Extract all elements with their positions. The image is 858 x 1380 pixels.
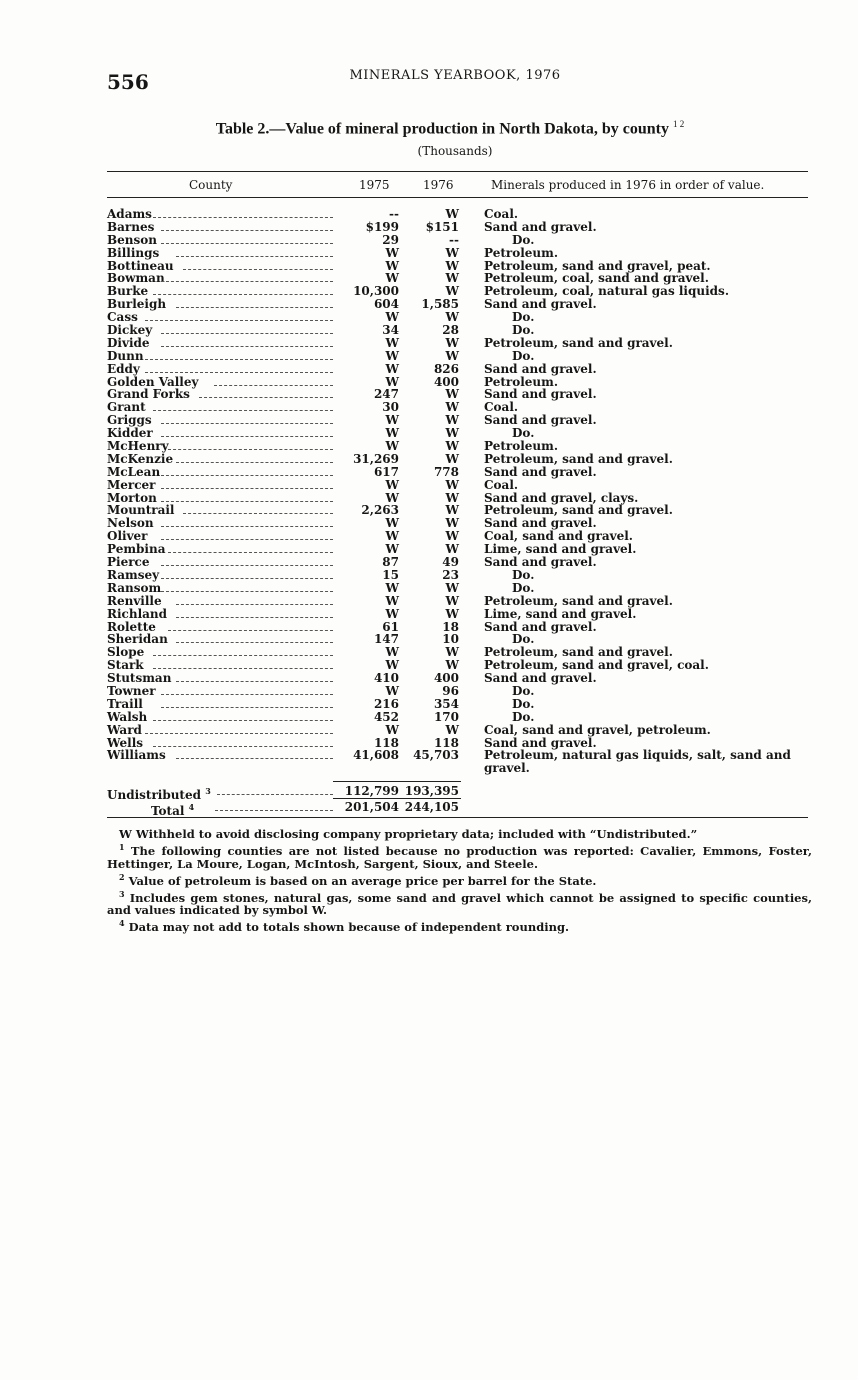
table-row xyxy=(107,504,817,517)
value-1976: W xyxy=(445,348,459,363)
header-1976: 1976 xyxy=(423,178,454,192)
footnote-text: W Withheld to avoid disclosing company proprietary data; included with “Undistributed.” xyxy=(119,827,698,841)
table-row xyxy=(107,466,817,479)
county-name: Wells xyxy=(107,735,144,750)
leader-dots xyxy=(214,385,333,386)
county-name: Ward xyxy=(107,722,142,737)
minerals-produced: Petroleum, sand and gravel. xyxy=(484,451,673,466)
table-row xyxy=(107,595,817,608)
value-1976: 400 xyxy=(433,671,459,686)
value-1975: 604 xyxy=(373,297,399,312)
table-row xyxy=(107,633,817,646)
leader-dots xyxy=(161,488,333,489)
value-1976: 23 xyxy=(442,567,459,582)
leader-dots xyxy=(176,462,333,463)
minerals-produced: Petroleum, sand and gravel. xyxy=(484,593,673,608)
county-name: Stutsman xyxy=(107,671,172,686)
value-1975: 87 xyxy=(382,555,399,570)
leader-dots xyxy=(176,307,333,308)
county-name: McLean xyxy=(107,464,161,479)
leader-dots xyxy=(176,642,333,643)
value-1975: 15 xyxy=(382,567,399,582)
county-name: Morton xyxy=(107,490,157,505)
table-row xyxy=(107,363,817,376)
leader-dots xyxy=(161,565,333,566)
value-1975: W xyxy=(385,477,399,492)
footnote xyxy=(107,871,812,888)
value-1975: W xyxy=(385,374,399,389)
value-1975: W xyxy=(385,271,399,286)
value-1976: 18 xyxy=(442,619,459,634)
leader-dots xyxy=(176,256,333,257)
leader-dots xyxy=(199,397,333,398)
minerals-produced: Petroleum, sand and gravel. xyxy=(484,503,673,518)
table-row xyxy=(107,724,817,737)
county-name: Barnes xyxy=(107,219,155,234)
minerals-produced: Do. xyxy=(512,709,535,724)
minerals-produced: Petroleum, sand and gravel, peat. xyxy=(484,258,711,273)
minerals-produced: Coal, sand and gravel, petroleum. xyxy=(484,722,711,737)
table-row xyxy=(107,208,817,221)
footnotes xyxy=(107,828,812,934)
value-1976: W xyxy=(445,490,459,505)
leader-dots xyxy=(161,230,333,231)
value-1976: 354 xyxy=(433,696,459,711)
value-1976: W xyxy=(445,387,459,402)
leader-dots xyxy=(215,810,333,811)
county-name: Renville xyxy=(107,593,162,608)
table-row xyxy=(107,711,817,724)
county-name: McHenry xyxy=(107,439,169,454)
county-name: Grand Forks xyxy=(107,387,190,402)
county-name: Williams xyxy=(107,748,166,763)
leader-dots xyxy=(145,733,333,734)
minerals-produced: Petroleum, coal, natural gas liquids. xyxy=(484,284,729,299)
minerals-produced: Petroleum, sand and gravel. xyxy=(484,645,673,660)
county-name: Oliver xyxy=(107,529,148,544)
table-row xyxy=(107,440,817,453)
minerals-produced: Petroleum. xyxy=(484,439,558,454)
county-name: Stark xyxy=(107,658,144,673)
page-number: 556 xyxy=(107,70,149,94)
value-1975: W xyxy=(385,516,399,531)
leader-dots xyxy=(176,604,333,605)
table-row xyxy=(107,453,817,466)
value-1975: W xyxy=(385,645,399,660)
minerals-produced: Sand and gravel. xyxy=(484,464,597,479)
minerals-produced: Sand and gravel. xyxy=(484,387,597,402)
leader-dots xyxy=(145,372,333,373)
value-1975: 247 xyxy=(373,387,399,402)
county-name: Adams xyxy=(107,207,152,221)
minerals-produced: Do. xyxy=(512,232,535,247)
county-name: Towner xyxy=(107,683,156,698)
footnote-ref: 1 xyxy=(119,842,125,852)
footnote-ref: 4 xyxy=(119,918,125,929)
leader-dots xyxy=(161,475,333,476)
county-name: Mercer xyxy=(107,477,156,492)
footnote-text: The following counties are not listed because no production was reported: Cavalier, Emmons, Foster, Hettinger, La Moure, Logan, McIntosh, Sargent, Sioux, and Steele. xyxy=(107,843,813,871)
county-name: Eddy xyxy=(107,361,140,376)
value-1975: 61 xyxy=(382,619,399,634)
minerals-produced: Do. xyxy=(512,696,535,711)
leader-dots xyxy=(161,436,333,437)
minerals-produced: Coal. xyxy=(484,477,519,492)
subtotal-rule xyxy=(333,781,461,782)
table-row xyxy=(107,285,817,298)
value-1976: W xyxy=(445,658,459,673)
value-1975: 410 xyxy=(373,671,399,686)
value-1976: 45,703 xyxy=(413,748,459,763)
value-1975: 617 xyxy=(373,464,399,479)
value-1975: W xyxy=(385,580,399,595)
minerals-produced: Do. xyxy=(512,632,535,647)
table-row xyxy=(107,698,817,711)
leader-dots xyxy=(161,243,333,244)
undistributed-row xyxy=(107,783,817,802)
leader-dots xyxy=(153,720,333,721)
county-name: Bowman xyxy=(107,271,165,286)
value-1975: W xyxy=(385,593,399,608)
value-1975: W xyxy=(385,361,399,376)
value-1975: 10,300 xyxy=(353,284,399,299)
value-1975: W xyxy=(385,439,399,454)
minerals-produced: Sand and gravel, clays. xyxy=(484,490,639,505)
leader-dots xyxy=(161,591,333,592)
leader-dots xyxy=(176,758,333,759)
leader-dots xyxy=(145,359,333,360)
value-1976: W xyxy=(445,271,459,286)
leader-dots xyxy=(161,333,333,334)
minerals-produced: Coal. xyxy=(484,400,519,415)
table-row xyxy=(107,582,817,595)
leader-dots xyxy=(168,630,333,631)
value-1975: 2,263 xyxy=(361,503,399,518)
value-1975: $199 xyxy=(365,219,399,234)
minerals-produced: Do. xyxy=(512,426,535,441)
minerals-produced: Sand and gravel. xyxy=(484,413,597,428)
minerals-produced: Sand and gravel. xyxy=(484,516,597,531)
value-1975: W xyxy=(385,310,399,325)
running-head: MINERALS YEARBOOK, 1976 xyxy=(349,68,561,83)
table-row xyxy=(107,621,817,634)
minerals-produced: Sand and gravel. xyxy=(484,297,597,312)
value-1976: W xyxy=(445,413,459,428)
county-name: Kidder xyxy=(107,426,153,441)
value-1975: W xyxy=(385,490,399,505)
table-row xyxy=(107,260,817,273)
county-name: Griggs xyxy=(107,413,152,428)
value-1976: 49 xyxy=(442,555,459,570)
table-row xyxy=(107,569,817,582)
minerals-produced: Do. xyxy=(512,323,535,338)
header-1975: 1975 xyxy=(359,178,390,192)
value-1976: -- xyxy=(449,232,459,247)
county-name: Richland xyxy=(107,606,168,621)
value-1975: 31,269 xyxy=(353,451,399,466)
county-name: Bottineau xyxy=(107,258,174,273)
total-rule xyxy=(333,798,461,799)
leader-dots xyxy=(153,746,333,747)
leader-dots xyxy=(145,320,333,321)
minerals-produced: Petroleum. xyxy=(484,245,558,260)
value-1975: W xyxy=(385,542,399,557)
footnote xyxy=(107,888,812,918)
table-title-refs: 1 2 xyxy=(673,119,685,129)
table-row xyxy=(107,479,817,492)
table-row xyxy=(107,530,817,543)
table-row xyxy=(107,608,817,621)
value-1976: 400 xyxy=(433,374,459,389)
value-1975: 29 xyxy=(382,232,399,247)
value-1976: $151 xyxy=(425,219,459,234)
minerals-produced: Sand and gravel. xyxy=(484,671,597,686)
leader-dots xyxy=(168,552,333,553)
table-row xyxy=(107,672,817,685)
value-1976: W xyxy=(445,310,459,325)
table-title-text: Table 2.—Value of mineral production in North Dakota, by county xyxy=(215,120,669,138)
minerals-produced: Coal, sand and gravel. xyxy=(484,529,633,544)
minerals-produced: Petroleum. xyxy=(484,374,558,389)
county-name: Nelson xyxy=(107,516,154,531)
total-1976: 244,105 xyxy=(404,800,459,814)
header-bottom-rule xyxy=(107,197,808,198)
value-1976: 826 xyxy=(433,361,459,376)
county-name: Benson xyxy=(107,232,157,247)
value-1976: W xyxy=(445,335,459,350)
value-1975: W xyxy=(385,426,399,441)
value-1976: 96 xyxy=(442,683,459,698)
leader-dots xyxy=(161,526,333,527)
table-row xyxy=(107,659,817,672)
table-row xyxy=(107,234,817,247)
value-1976: 118 xyxy=(433,735,459,750)
table-totals xyxy=(107,783,817,818)
value-1976: W xyxy=(445,606,459,621)
value-1976: W xyxy=(445,245,459,260)
value-1976: W xyxy=(445,580,459,595)
county-name: Golden Valley xyxy=(107,374,199,389)
leader-dots xyxy=(176,681,333,682)
table-row xyxy=(107,350,817,363)
value-1975: -- xyxy=(389,207,399,221)
header-county: County xyxy=(189,178,233,192)
value-1976: W xyxy=(445,451,459,466)
leader-dots xyxy=(161,281,333,282)
leader-dots xyxy=(161,539,333,540)
value-1976: 778 xyxy=(433,464,459,479)
undistributed-1975: 112,799 xyxy=(344,784,399,798)
table-row xyxy=(107,427,817,440)
leader-dots xyxy=(168,449,333,450)
table-row xyxy=(107,685,817,698)
minerals-produced: Petroleum, natural gas liquids, salt, sand and gravel. xyxy=(484,748,791,776)
table-row xyxy=(107,337,817,350)
table-title xyxy=(0,119,858,138)
value-1976: W xyxy=(445,426,459,441)
county-name: Pierce xyxy=(107,555,150,570)
table-row xyxy=(107,414,817,427)
value-1975: 41,608 xyxy=(353,748,399,763)
table-top-rule xyxy=(107,171,808,172)
leader-dots xyxy=(153,410,333,411)
county-name: Divide xyxy=(107,335,150,350)
county-name: Ransom xyxy=(107,580,162,595)
minerals-produced: Coal. xyxy=(484,207,519,221)
leader-dots xyxy=(161,423,333,424)
footnote xyxy=(107,917,812,934)
value-1976: 170 xyxy=(433,709,459,724)
minerals-produced: Petroleum, sand and gravel. xyxy=(484,335,673,350)
value-1976: 28 xyxy=(442,323,459,338)
minerals-produced: Do. xyxy=(512,348,535,363)
table-row xyxy=(107,376,817,389)
value-1976: W xyxy=(445,542,459,557)
value-1975: 118 xyxy=(373,735,399,750)
footnote-text: Data may not add to totals shown because of independent rounding. xyxy=(128,920,570,935)
county-name: Slope xyxy=(107,645,145,660)
minerals-produced: Do. xyxy=(512,310,535,325)
table-row xyxy=(107,324,817,337)
value-1976: W xyxy=(445,645,459,660)
table-row xyxy=(107,247,817,260)
minerals-produced: Petroleum, sand and gravel, coal. xyxy=(484,658,709,673)
header-minerals: Minerals produced in 1976 in order of value. xyxy=(491,178,765,192)
table-row xyxy=(107,749,817,775)
minerals-produced: Sand and gravel. xyxy=(484,219,597,234)
minerals-produced: Sand and gravel. xyxy=(484,555,597,570)
value-1976: W xyxy=(445,593,459,608)
county-name: Sheridan xyxy=(107,632,168,647)
value-1976: W xyxy=(445,258,459,273)
county-name: Rolette xyxy=(107,619,156,634)
value-1975: 452 xyxy=(373,709,399,724)
table-row xyxy=(107,388,817,401)
value-1975: W xyxy=(385,335,399,350)
leader-dots xyxy=(153,217,333,218)
footnote-text: Value of petroleum is based on an average price per barrel for the State. xyxy=(128,873,597,888)
undistributed-1976: 193,395 xyxy=(404,784,459,798)
footnote xyxy=(107,841,812,871)
minerals-produced: Sand and gravel. xyxy=(484,361,597,376)
leader-dots xyxy=(153,294,333,295)
value-1975: W xyxy=(385,683,399,698)
value-1976: W xyxy=(445,284,459,299)
county-name: Burleigh xyxy=(107,297,167,312)
county-name: Walsh xyxy=(107,709,148,724)
table-body xyxy=(107,208,817,775)
value-1976: 10 xyxy=(442,632,459,647)
county-name: Pembina xyxy=(107,542,166,557)
minerals-produced: Do. xyxy=(512,683,535,698)
leader-dots xyxy=(217,794,333,795)
minerals-produced: Sand and gravel. xyxy=(484,619,597,634)
county-name: Burke xyxy=(107,284,149,299)
value-1975: 30 xyxy=(382,400,399,415)
total-label: Total $^4$ xyxy=(151,802,195,818)
table-row xyxy=(107,221,817,234)
value-1975: W xyxy=(385,658,399,673)
table-bottom-rule xyxy=(107,817,808,818)
value-1976: 1,585 xyxy=(421,297,459,312)
minerals-produced: Sand and gravel. xyxy=(484,735,597,750)
minerals-produced: Petroleum, coal, sand and gravel. xyxy=(484,271,709,286)
total-row xyxy=(107,799,817,818)
table-row xyxy=(107,311,817,324)
minerals-produced: Lime, sand and gravel. xyxy=(484,606,637,621)
value-1976: W xyxy=(445,477,459,492)
table-subtitle: (Thousands) xyxy=(417,144,493,158)
leader-dots xyxy=(176,617,333,618)
value-1975: 216 xyxy=(373,696,399,711)
value-1975: W xyxy=(385,258,399,273)
value-1976: W xyxy=(445,439,459,454)
value-1976: W xyxy=(445,400,459,415)
table-row xyxy=(107,646,817,659)
minerals-produced: Do. xyxy=(512,567,535,582)
table-row xyxy=(107,517,817,530)
value-1976: W xyxy=(445,529,459,544)
county-name: Cass xyxy=(107,310,138,325)
county-name: Ramsey xyxy=(107,567,160,582)
value-1975: W xyxy=(385,722,399,737)
leader-dots xyxy=(161,694,333,695)
value-1975: W xyxy=(385,348,399,363)
minerals-produced: Lime, sand and gravel. xyxy=(484,542,637,557)
footnote-ref: 2 xyxy=(119,871,125,882)
value-1975: 34 xyxy=(382,323,399,338)
value-1976: W xyxy=(445,207,459,221)
leader-dots xyxy=(183,269,333,270)
footnote-text: Includes gem stones, natural gas, some sand and gravel which cannot be assigned to specific counties, and values indicated by symbol W. xyxy=(107,890,812,918)
table-row xyxy=(107,556,817,569)
table-row xyxy=(107,401,817,414)
value-1975: W xyxy=(385,529,399,544)
leader-dots xyxy=(183,513,333,514)
county-name: Traill xyxy=(107,696,143,711)
leader-dots xyxy=(161,707,333,708)
value-1975: W xyxy=(385,606,399,621)
value-1975: W xyxy=(385,413,399,428)
table-row xyxy=(107,543,817,556)
value-1976: W xyxy=(445,516,459,531)
minerals-produced: Do. xyxy=(512,580,535,595)
value-1976: W xyxy=(445,722,459,737)
table-row xyxy=(107,492,817,505)
undistributed-label: Undistributed $^3$ xyxy=(107,786,211,802)
leader-dots xyxy=(153,668,333,669)
leader-dots xyxy=(153,655,333,656)
footnote-ref: 3 xyxy=(119,888,125,899)
county-name: Grant xyxy=(107,400,146,415)
leader-dots xyxy=(161,578,333,579)
county-name: Billings xyxy=(107,245,160,260)
county-name: Mountrail xyxy=(107,503,175,518)
leader-dots xyxy=(161,501,333,502)
county-name: Dickey xyxy=(107,323,153,338)
value-1975: W xyxy=(385,245,399,260)
total-1975: 201,504 xyxy=(344,800,399,814)
value-1975: 147 xyxy=(373,632,399,647)
leader-dots xyxy=(161,346,333,347)
footnote xyxy=(107,828,812,841)
value-1976: W xyxy=(445,503,459,518)
county-name: McKenzie xyxy=(107,451,174,466)
county-name: Dunn xyxy=(107,348,144,363)
table-row xyxy=(107,298,817,311)
